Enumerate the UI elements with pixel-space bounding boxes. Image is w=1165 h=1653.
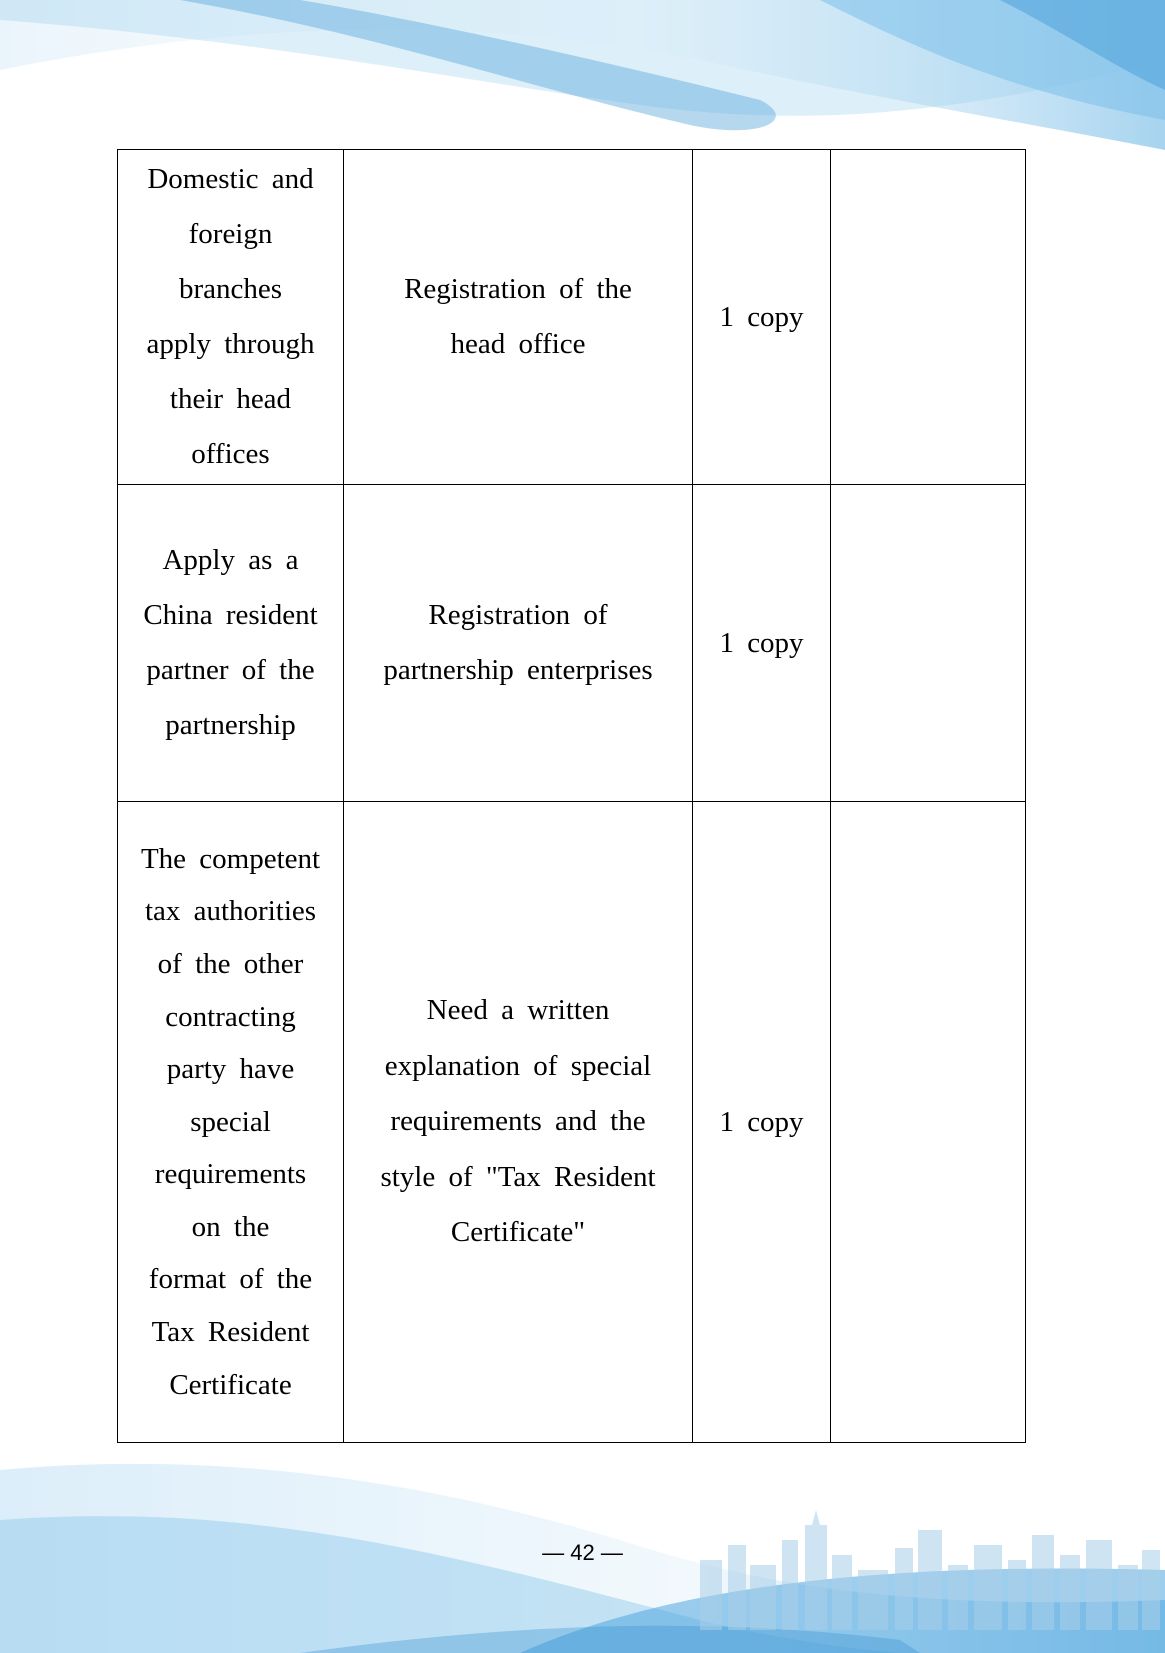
copies-text: 1 copy <box>719 626 804 659</box>
copies-cell <box>693 802 831 1443</box>
note-cell <box>831 802 1026 1443</box>
note-cell <box>831 150 1026 485</box>
top-wave-decoration <box>0 0 1165 150</box>
material-text: Registration of partnership enterprises <box>383 599 653 686</box>
situation-text: The competent tax authorities of the other contracting party have special requirements on the format of the Tax Resident Certificate <box>140 842 321 1401</box>
material-cell <box>344 150 693 485</box>
page-number: — 42 — <box>542 1540 623 1565</box>
material-text: Need a written explanation of special requirements and the style of "Tax Resident Certificate" <box>380 994 656 1249</box>
copies-text: 1 copy <box>719 1105 804 1138</box>
note-cell <box>831 485 1026 802</box>
copies-text: 1 copy <box>719 300 804 333</box>
material-text: Registration of the head office <box>404 273 632 360</box>
situation-cell <box>118 485 344 802</box>
situation-cell <box>118 150 344 485</box>
situation-cell <box>118 802 344 1443</box>
situation-text: Domestic and foreign branches apply through their head offices <box>146 163 315 470</box>
copies-cell <box>693 485 831 802</box>
table-row <box>118 802 1026 1443</box>
material-cell <box>344 802 693 1443</box>
material-cell <box>344 485 693 802</box>
situation-text: Apply as a China resident partner of the partnership <box>143 544 318 741</box>
requirements-table <box>117 149 1026 1443</box>
city-skyline-decoration <box>700 1510 1160 1630</box>
table-row <box>118 150 1026 485</box>
table-row <box>118 485 1026 802</box>
copies-cell <box>693 150 831 485</box>
